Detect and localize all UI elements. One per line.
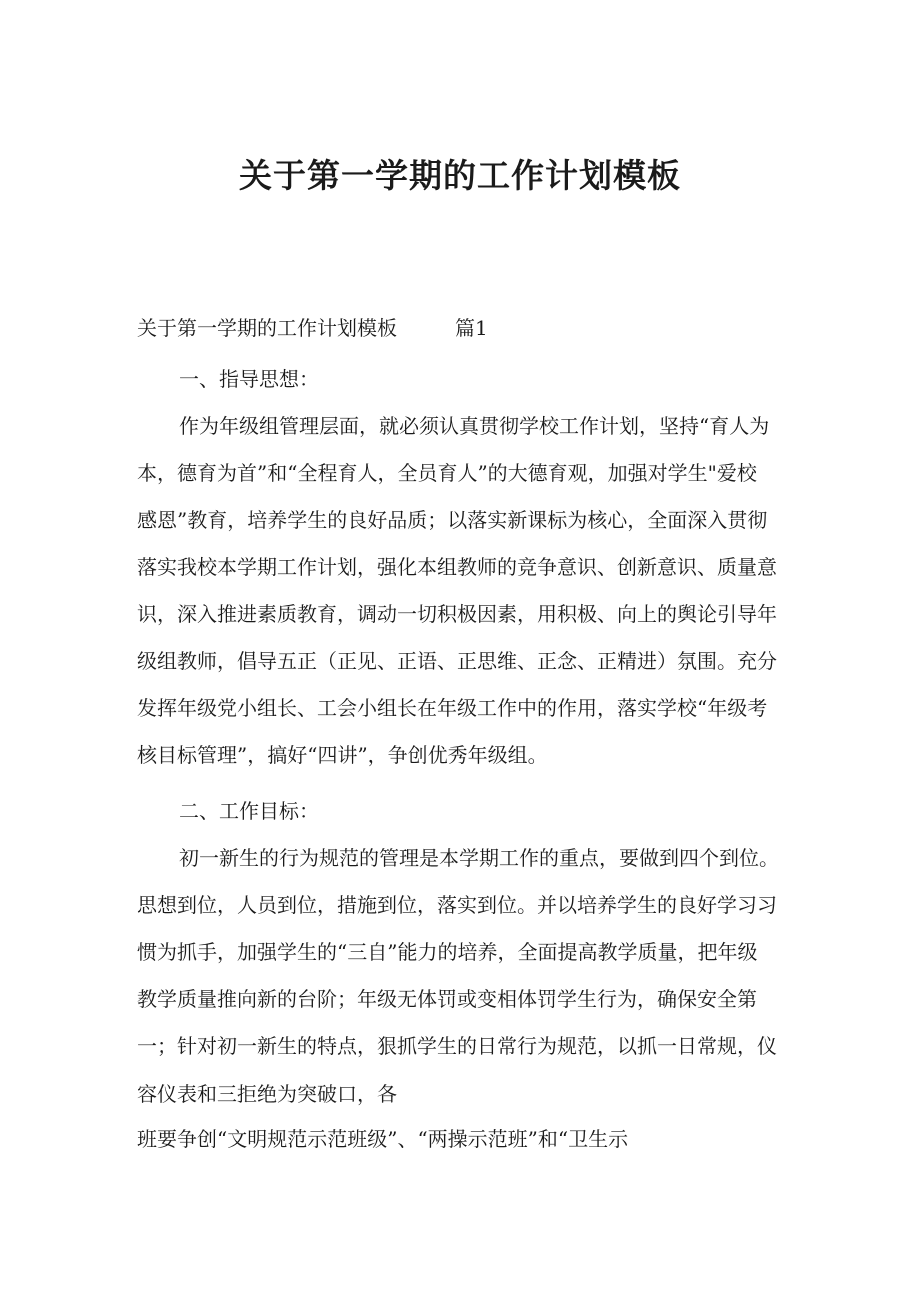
section-subtitle xyxy=(137,314,797,342)
paragraph-line: 发挥年级党小组长、工会小组长在年级工作中的作用，落实学校“年级考 xyxy=(137,696,768,720)
subtitle-number: 篇1 xyxy=(455,316,488,340)
paragraph-line: 感恩”教育，培养学生的良好品质；以落实新课标为核心，全面深入贯彻 xyxy=(137,508,768,532)
document-title: 关于第一学期的工作计划模板 xyxy=(239,156,681,195)
paragraph-line: 作为年级组管理层面，就必须认真贯彻学校工作计划，坚持“育人为 xyxy=(179,414,770,438)
paragraph-line: 初一新生的行为规范的管理是本学期工作的重点，要做到四个到位。 xyxy=(179,846,779,870)
paragraph-line: 一；针对初一新生的特点，狠抓学生的日常行为规范，以抓一日常规，仪 xyxy=(137,1034,777,1058)
heading-guiding-ideology: 一、指导思想： xyxy=(179,367,319,391)
paragraph-line: 级组教师，倡导五正（正见、正语、正思维、正念、正精进）氛围。充分 xyxy=(137,649,777,673)
paragraph-line: 落实我校本学期工作计划，强化本组教师的竞争意识、创新意识、质量意 xyxy=(137,555,777,579)
heading-work-goals: 二、工作目标： xyxy=(179,799,319,823)
paragraph-line: 核目标管理”，搞好“四讲”，争创优秀年级组。 xyxy=(137,743,548,767)
paragraph-line: 惯为抓手，加强学生的“三自”能力的培养，全面提高教学质量，把年级 xyxy=(137,940,758,964)
paragraph-line: 班要争创“文明规范示范班级”、“两操示范班”和“卫生示 xyxy=(137,1127,629,1151)
subtitle-text: 关于第一学期的工作计划模板 xyxy=(137,316,397,340)
paragraph-line: 本，德育为首”和“全程育人，全员育人”的大德育观，加强对学生"爱校 xyxy=(137,461,757,485)
paragraph-line: 容仪表和三拒绝为突破口，各 xyxy=(137,1082,397,1106)
paragraph-line: 识，深入推进素质教育，调动一切积极因素，用积极、向上的舆论引导年 xyxy=(137,602,777,626)
paragraph-line: 教学质量推向新的台阶；年级无体罚或变相体罚学生行为，确保安全第 xyxy=(137,987,757,1011)
paragraph-line: 思想到位，人员到位，措施到位，落实到位。并以培养学生的良好学习习 xyxy=(137,893,777,917)
